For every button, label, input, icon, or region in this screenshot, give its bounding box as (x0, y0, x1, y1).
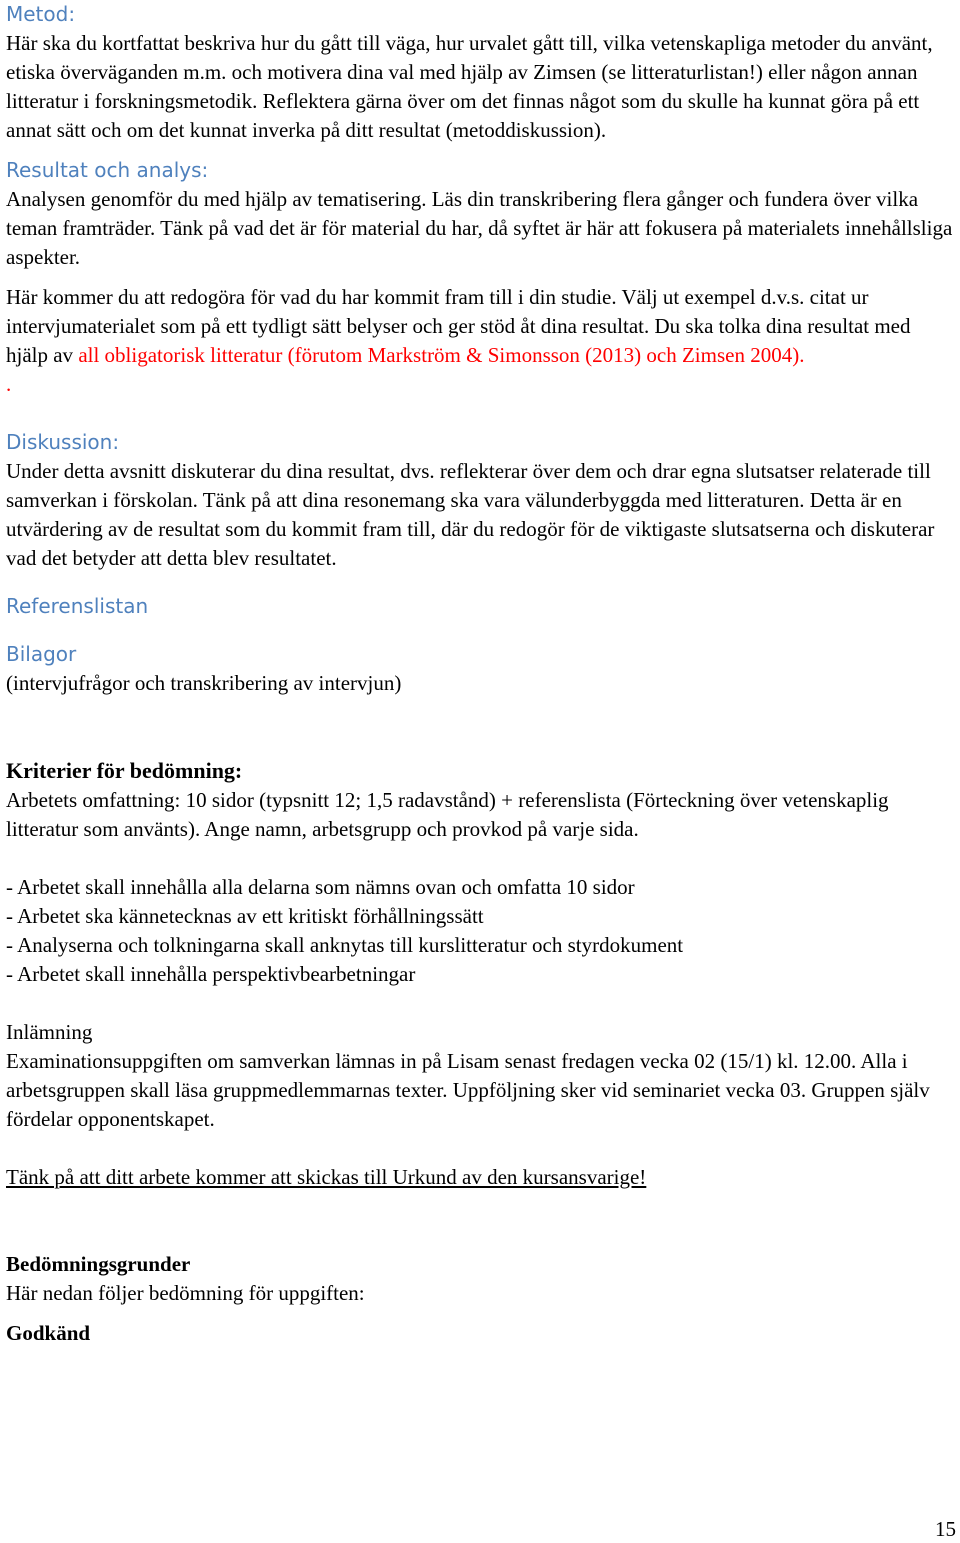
bedomningsgrunder-heading: Bedömningsgrunder (6, 1252, 191, 1276)
urkund-notice: Tänk på att ditt arbete kommer att skickas till Urkund av den kursansvarige! (6, 1165, 647, 1189)
metod-heading: Metod: (6, 2, 76, 26)
referenslistan-heading: Referenslistan (6, 594, 149, 618)
kriterier-list (6, 873, 954, 989)
bilagor-heading: Bilagor (6, 642, 77, 666)
inlamning-heading: Inlämning (6, 1020, 93, 1044)
resultat-period: . (6, 372, 12, 396)
list-item: - Arbetet skall innehålla alla delarna som nämns ovan och omfatta 10 sidor (6, 875, 635, 899)
list-item: - Arbetet skall innehålla perspektivbearbetningar (6, 962, 416, 986)
resultat-paragraph-1: Analysen genomför du med hjälp av tematisering. Läs din transkribering flera gånger och fundera över vilka teman framträder. Tänk på vad det är för material du har, då syftet är här att fokusera på materialets innehållsliga aspekter. (6, 187, 953, 269)
obligatory-literature-note: all obligatorisk litteratur (förutom Markström & Simonsson (2013) och Zimsen 2004). (78, 343, 805, 367)
kriterier-paragraph: Arbetets omfattning: 10 sidor (typsnitt 12; 1,5 radavstånd) + referenslista (Förteckning över vetenskaplig litteratur som använts). Ange namn, arbetsgrupp och provkod på varje sida. (6, 788, 889, 841)
resultat-paragraph-2 (6, 283, 954, 370)
bilagor-paragraph: (intervjufrågor och transkribering av intervjun) (6, 671, 402, 695)
godkand-label: Godkänd (6, 1321, 91, 1345)
inlamning-paragraph: Examinationsuppgiften om samverkan lämnas in på Lisam senast fredagen vecka 02 (15/1) kl. 12.00. Alla i arbetsgruppen skall läsa gruppmedlemmarnas texter. Uppföljning sker vid seminariet vecka 03. Gruppen själv fördelar opponentskapet. (6, 1049, 930, 1131)
list-item: - Arbetet ska kännetecknas av ett kritiskt förhållningssätt (6, 904, 484, 928)
resultat-paragraph-2-text: Här kommer du att redogöra för vad du har kommit fram till i din studie. Välj ut exempel d.v.s. citat ur intervjumaterialet som på ett tydligt sätt belyser och ger stöd åt dina resultat. Du ska tolka dina resultat med hjälp av (6, 285, 911, 367)
kriterier-heading: Kriterier för bedömning: (6, 758, 243, 783)
metod-paragraph: Här ska du kortfattat beskriva hur du gått till väga, hur urvalet gått till, vilka vetenskapliga metoder du använt, etiska överväganden m.m. och motivera dina val med hjälp av Zimsen (se litteraturlistan!) eller någon annan litteratur i forskningsmetodik. Reflektera gärna över om det finnas något som du skulle ha kunnat göra på ett annat sätt och om det kunnat inverka på ditt resultat (metoddiskussion). (6, 31, 933, 142)
resultat-heading: Resultat och analys: (6, 158, 209, 182)
list-item: - Analyserna och tolkningarna skall anknytas till kurslitteratur och styrdokument (6, 933, 684, 957)
bedomningsgrunder-paragraph: Här nedan följer bedömning för uppgiften: (6, 1281, 365, 1305)
diskussion-heading: Diskussion: (6, 430, 120, 454)
document-page (6, 0, 954, 1348)
diskussion-paragraph: Under detta avsnitt diskuterar du dina resultat, dvs. reflekterar över dem och drar egna slutsatser relaterade till samverkan i förskolan. Tänk på att dina resonemang ska vara välunderbyggda med litteraturen. Detta är en utvärdering av de resultat som du kommit fram till, där du redogör för de viktigaste slutsatserna och diskuterar vad det betyder att detta blev resultatet. (6, 459, 935, 570)
page-number: 15 (935, 1517, 956, 1541)
